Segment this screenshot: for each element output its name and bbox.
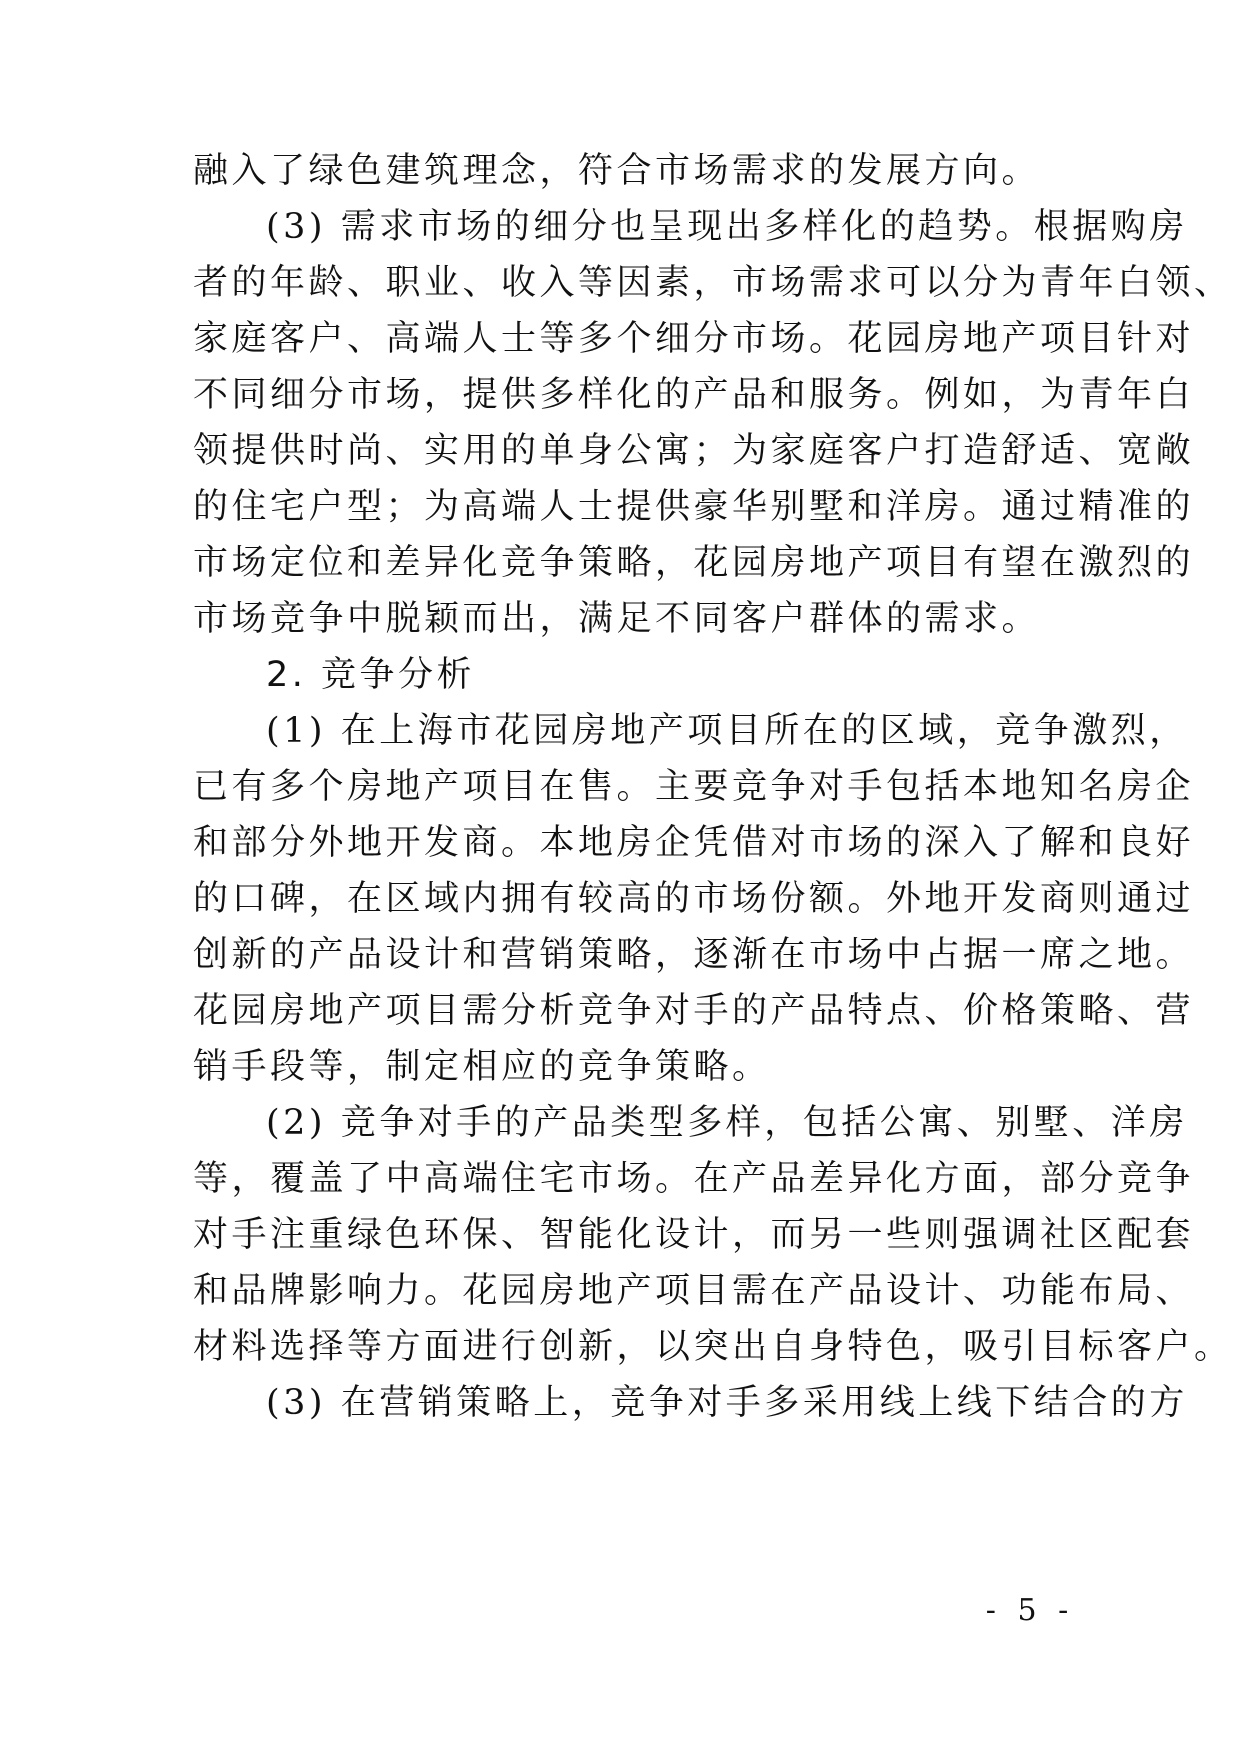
section-heading: 2. 竞争分析 xyxy=(266,655,476,695)
paragraph-start-line: (1) 在上海市花园房地产项目所在的区域，竞争激烈， xyxy=(266,711,1188,751)
text-line: 创新的产品设计和营销策略，逐渐在市场中占据一席之地。 xyxy=(193,935,1195,975)
paragraph-start-line: (2) 竞争对手的产品类型多样，包括公寓、别墅、洋房 xyxy=(266,1103,1188,1143)
text-line: 销手段等，制定相应的竞争策略。 xyxy=(193,1047,771,1087)
text-line: 领提供时尚、实用的单身公寓；为家庭客户打造舒适、宽敞 xyxy=(193,431,1195,471)
text-line: 者的年龄、职业、收入等因素，市场需求可以分为青年白领、 xyxy=(193,263,1233,303)
text-line: 的口碑，在区域内拥有较高的市场份额。外地开发商则通过 xyxy=(193,879,1195,919)
text-line: 家庭客户、高端人士等多个细分市场。花园房地产项目针对 xyxy=(193,319,1195,359)
text-line: 不同细分市场，提供多样化的产品和服务。例如，为青年白 xyxy=(193,375,1195,415)
paragraph-start-line: (3) 需求市场的细分也呈现出多样化的趋势。根据购房 xyxy=(266,207,1188,247)
text-line: 市场定位和差异化竞争策略，花园房地产项目有望在激烈的 xyxy=(193,543,1195,583)
text-line: 和品牌影响力。花园房地产项目需在产品设计、功能布局、 xyxy=(193,1271,1195,1311)
text-line: 融入了绿色建筑理念，符合市场需求的发展方向。 xyxy=(193,151,1041,191)
text-line: 市场竞争中脱颖而出，满足不同客户群体的需求。 xyxy=(193,599,1041,639)
text-line: 已有多个房地产项目在售。主要竞争对手包括本地知名房企 xyxy=(193,767,1195,807)
paragraph-start-line: (3) 在营销策略上，竞争对手多采用线上线下结合的方 xyxy=(266,1383,1188,1423)
page-number: - 5 - xyxy=(985,1593,1075,1628)
text-line: 对手注重绿色环保、智能化设计，而另一些则强调社区配套 xyxy=(193,1215,1195,1255)
text-line: 的住宅户型；为高端人士提供豪华别墅和洋房。通过精准的 xyxy=(193,487,1195,527)
text-line: 等，覆盖了中高端住宅市场。在产品差异化方面，部分竞争 xyxy=(193,1159,1195,1199)
text-line: 和部分外地开发商。本地房企凭借对市场的深入了解和良好 xyxy=(193,823,1195,863)
text-line: 材料选择等方面进行创新，以突出自身特色，吸引目标客户。 xyxy=(193,1327,1233,1367)
text-line: 花园房地产项目需分析竞争对手的产品特点、价格策略、营 xyxy=(193,991,1195,1031)
